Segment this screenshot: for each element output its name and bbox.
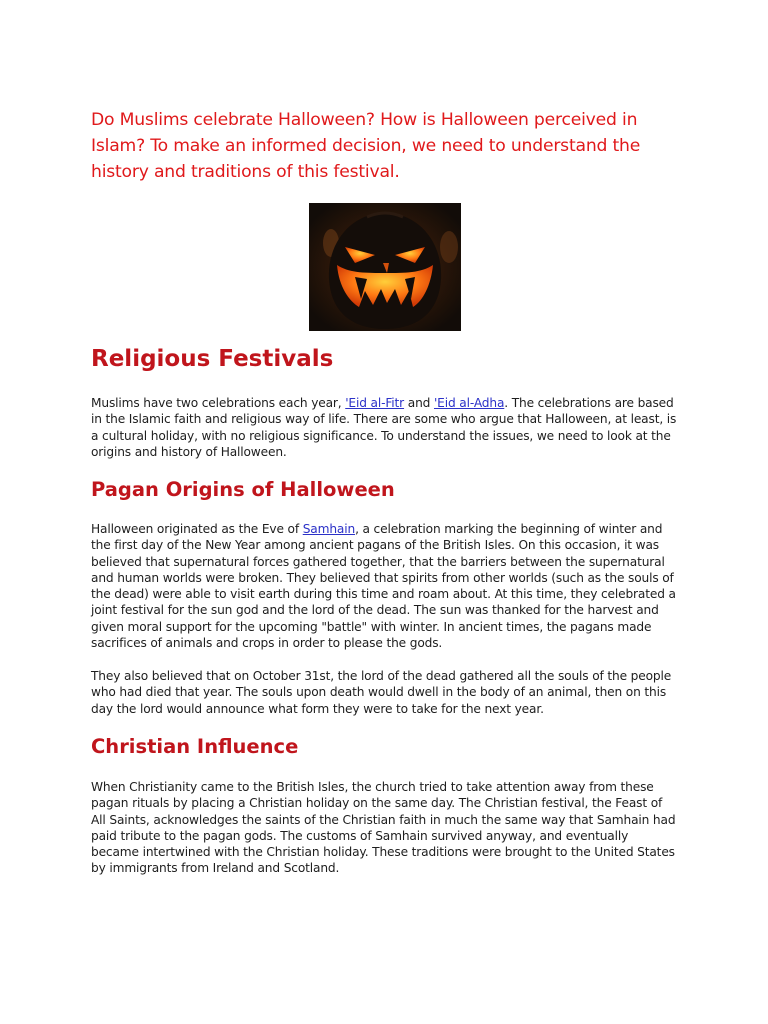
eid-al-adha-link[interactable]: 'Eid al-Adha bbox=[433, 396, 505, 410]
eid-al-fitr-link[interactable]: 'Eid al-Fitr bbox=[345, 396, 405, 410]
samhain-link[interactable]: Samhain bbox=[302, 522, 356, 536]
pumpkin-icon bbox=[309, 203, 461, 331]
pagan-paragraph-1 bbox=[91, 521, 679, 651]
religious-text-2: and bbox=[404, 396, 434, 410]
heading-religious-festivals: Religious Festivals bbox=[91, 346, 334, 372]
jack-o-lantern-image bbox=[309, 203, 461, 331]
religious-paragraph bbox=[91, 395, 679, 460]
pagan-text-2: , a celebration marking the beginning of winter and the first day of the New Year among ancient pagans of the British Isles. On this occasion, it was believed that supernatural forces gathered together, that the barriers between the supernatural and human worlds were broken. They believed that spirits from other worlds (such as the souls of the dead) were able to visit earth during this time and roam about. At this time, they celebrated a joint festival for the sun god and the lord of the dead. The sun was thanked for the harvest and given moral support for the upcoming "battle" with winter. In ancient times, the pagans made sacrifices of animals and crops in order to please the gods. bbox=[91, 522, 676, 651]
religious-text-3: . The celebrations are based in the Islamic faith and religious way of life. There are some who argue that Halloween, at least, is a cultural holiday, with no religious significance. To understand the issues, we need to look at the origins and history of Halloween. bbox=[91, 396, 677, 459]
religious-text-1: Muslims have two celebrations each year, bbox=[91, 396, 346, 410]
pagan-text-1: Halloween originated as the Eve of bbox=[91, 522, 303, 536]
intro-paragraph: Do Muslims celebrate Halloween? How is Halloween perceived in Islam? To make an informed decision, we need to understand the history and traditions of this festival. bbox=[91, 110, 641, 183]
christian-paragraph: When Christianity came to the British Isles, the church tried to take attention away from these pagan rituals by placing a Christian holiday on the same day. The Christian festival, the Feast of All Saints, acknowledges the saints of the Christian faith in much the same way that Samhain had paid tribute to the pagan gods. The customs of Samhain survived anyway, and eventually became intertwined with the Christian holiday. These traditions were brought to the United States by immigrants from Ireland and Scotland. bbox=[91, 780, 676, 876]
pagan-paragraph-2: They also believed that on October 31st, the lord of the dead gathered all the souls of the people who had died that year. The souls upon death would dwell in the body of an animal, then on this day the lord would announce what form they were to take for the next year. bbox=[91, 669, 672, 716]
heading-christian-influence: Christian Influence bbox=[91, 735, 299, 758]
heading-pagan-origins: Pagan Origins of Halloween bbox=[91, 478, 395, 501]
